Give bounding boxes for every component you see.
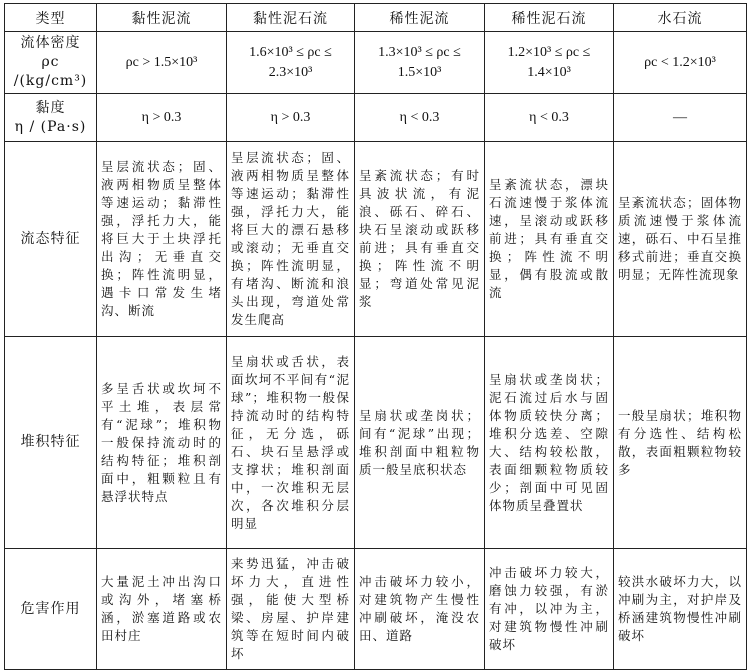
debris-flow-classification-table: [4, 3, 747, 670]
row-label-viscosity: [5, 94, 97, 142]
header-water-rock-flow: 水石流: [614, 4, 747, 32]
header-dilute-debris-flow: 稀性泥石流: [485, 4, 614, 32]
header-viscous-debris-flow: 黏性泥石流: [227, 4, 355, 32]
density-cell: 1.3×10³ ≤ ρc ≤ 1.5×10³: [355, 32, 485, 94]
header-viscous-mudflow: 黏性泥流: [97, 4, 227, 32]
deposit-cell: 呈扇状或舌状，表面坎坷不平间有“泥球”；堆积物一般保持流动时的结构特征，无分选，砾石、块石呈悬浮或支撑状；堆积剖面中，一次堆积无层次，各次堆积分层明显: [227, 337, 355, 549]
label-line: η / (Pa·s): [14, 118, 87, 135]
row-flow-state: [5, 142, 747, 337]
label-line: 流体密度: [20, 35, 81, 51]
viscosity-cell: η > 0.3: [97, 94, 227, 142]
density-cell: ρc < 1.2×10³: [614, 32, 747, 94]
hazard-cell: 大量泥土冲出沟口或沟外，堵塞桥涵，淤塞道路或农田村庄: [97, 549, 227, 670]
row-density: [5, 32, 747, 94]
row-hazard: [5, 549, 747, 670]
row-deposit: [5, 337, 747, 549]
density-cell: 1.2×10³ ≤ ρc ≤ 1.4×10³: [485, 32, 614, 94]
deposit-cell: 呈扇状或垄岗状；泥石流过后水与固体物质较快分离；堆积分选差、空隙大、结构较松散，表面细颗粒物质较少；剖面中可见固体物质呈叠置状: [485, 337, 614, 549]
viscosity-cell: —: [614, 94, 747, 142]
flow-state-cell: 呈紊流状态；有时具波状流，有泥浪、砾石、碎石、块石呈滚动或跃移前进；具有垂直交换；阵性流不明显；弯道处常见泥浆: [355, 142, 485, 337]
row-label-hazard: 危害作用: [5, 549, 97, 670]
flow-state-cell: 呈层流状态；固、液两相物质呈整体等速运动；黏滞性强，浮托力大，能将巨大的漂石悬移或滚动；无垂直交换；阵性流明显，有堵沟、断流和浪头出现，弯道处常发生爬高: [227, 142, 355, 337]
header-dilute-mudflow: 稀性泥流: [355, 4, 485, 32]
header-row: [5, 4, 747, 32]
flow-state-cell: 呈紊流状态；固体物质流速慢于浆体流速，砾石、中石呈推移式前进；垂直交换明显；无阵性流现象: [614, 142, 747, 337]
header-type: 类型: [5, 4, 97, 32]
label-line: ρc /(kg/cm³): [13, 54, 88, 89]
hazard-cell: 较洪水破坏力大，以冲刷为主，对护岸及桥涵建筑物慢性冲刷破坏: [614, 549, 747, 670]
density-cell: ρc > 1.5×10³: [97, 32, 227, 94]
label-line: 黏度: [35, 99, 66, 116]
viscosity-cell: η > 0.3: [227, 94, 355, 142]
flow-state-cell: 呈层流状态；固、液两相物质呈整体等速运动；黏滞性强，浮托力大，能将巨大于土块浮托出沟；无垂直交换；阵性流明显，遇卡口常发生堵沟、断流: [97, 142, 227, 337]
row-label-flow-state: 流态特征: [5, 142, 97, 337]
hazard-cell: 冲击破坏力较小，对建筑物产生慢性冲刷破坏，淹没农田、道路: [355, 549, 485, 670]
viscosity-cell: η < 0.3: [485, 94, 614, 142]
row-viscosity: [5, 94, 747, 142]
row-label-deposit: 堆积特征: [5, 337, 97, 549]
viscosity-cell: η < 0.3: [355, 94, 485, 142]
deposit-cell: 多呈舌状或坎坷不平土堆，表层常有“泥球”；堆积物一般保持流动时的结构特征；堆积剖面中，粗颗粒且有悬浮状特点: [97, 337, 227, 549]
deposit-cell: 呈扇状或垄岗状；间有“泥球”出现；堆积剖面中粗粒物质一般呈底积状态: [355, 337, 485, 549]
row-label-density: [5, 32, 97, 94]
flow-state-cell: 呈紊流状态，漂块石流速慢于浆体流速，呈滚动或跃移前进；具有垂直交换；阵性流不明显，偶有股流或散流: [485, 142, 614, 337]
deposit-cell: 一般呈扇状；堆积物有分选性、结构松散，表面粗颗粒物较多: [614, 337, 747, 549]
hazard-cell: 冲击破坏力较大，磨蚀力较强，有淤有冲，以冲为主，对建筑物慢性冲刷破坏: [485, 549, 614, 670]
density-cell: 1.6×10³ ≤ ρc ≤ 2.3×10³: [227, 32, 355, 94]
hazard-cell: 来势迅猛，冲击破坏力大，直进性强，能使大型桥梁、房屋、护岸建筑等在短时间内破坏: [227, 549, 355, 670]
